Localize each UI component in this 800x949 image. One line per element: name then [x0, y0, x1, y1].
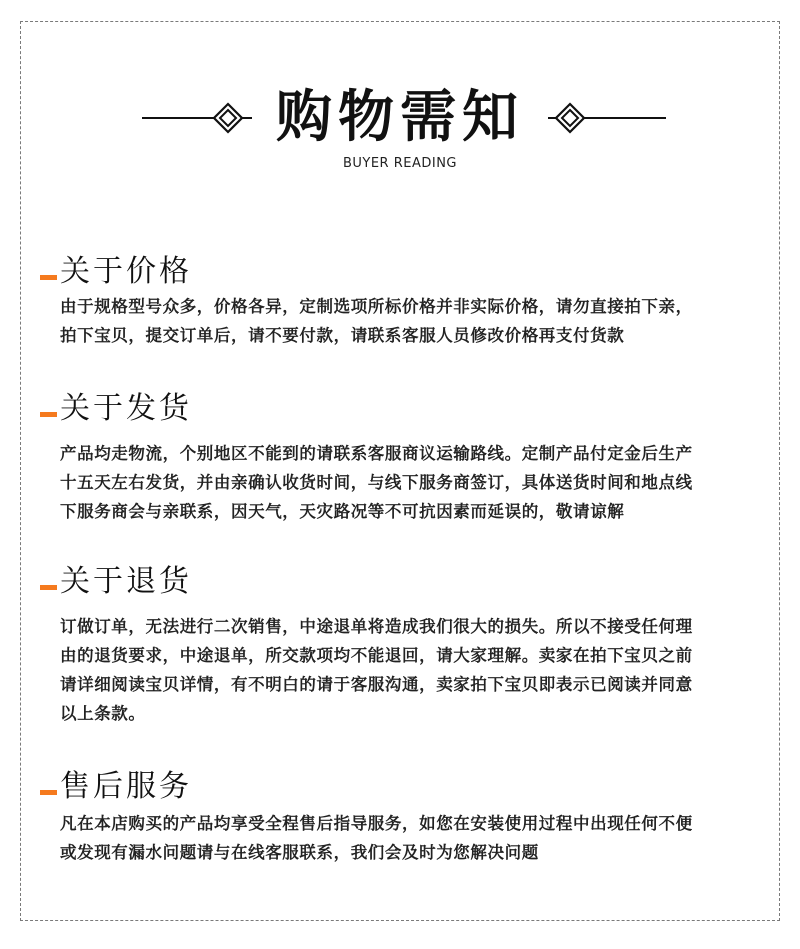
- section-body: [40, 612, 770, 728]
- body-line: 拍下宝贝，提交订单后，请不要付款，请联系客服人员修改价格再支付货款: [60, 326, 625, 345]
- body-line: 十五天左右发货，并由亲确认收货时间，与线下服务商签订，具体送货时间和地点线: [60, 473, 693, 492]
- section-heading: [40, 389, 770, 429]
- body-line: 请详细阅读宝贝详情，有不明白的请于客服沟通，卖家拍下宝贝即表示已阅读并同意: [60, 675, 693, 694]
- section-title: 关于发货: [60, 391, 192, 426]
- section-heading: [40, 767, 770, 807]
- body-line: 产品均走物流，个别地区不能到的请联系客服商议运输路线。定制产品付定金后生产: [60, 444, 693, 463]
- section-body: [40, 292, 770, 350]
- page-subtitle: BUYER READING: [342, 156, 458, 171]
- page-header: [0, 76, 800, 176]
- orange-dash-icon: [40, 585, 57, 590]
- diamond-ornament-right-icon: [548, 98, 666, 138]
- body-line: 以上条款。: [60, 704, 146, 723]
- body-line: 凡在本店购买的产品均享受全程售后指导服务，如您在安装使用过程中出现任何不便: [60, 814, 693, 833]
- orange-dash-icon: [40, 275, 57, 280]
- section-after-sales: [40, 767, 770, 867]
- section-title: 关于价格: [60, 254, 192, 289]
- body-line: 下服务商会与亲联系，因天气，天灾路况等不可抗因素而延误的，敬请谅解: [60, 502, 625, 521]
- section-body: [40, 809, 770, 867]
- body-line: 或发现有漏水问题请与在线客服联系，我们会及时为您解决问题: [60, 843, 539, 862]
- body-line: 由于规格型号众多，价格各异，定制选项所标价格并非实际价格，请勿直接拍下亲，: [60, 297, 693, 316]
- section-heading: [40, 562, 770, 602]
- section-price: [40, 252, 770, 350]
- section-shipping: [40, 389, 770, 526]
- body-line: 由的退货要求，中途退单，所交款项均不能退回，请大家理解。卖家在拍下宝贝之前: [60, 646, 693, 665]
- orange-dash-icon: [40, 790, 57, 795]
- section-returns: [40, 562, 770, 728]
- section-heading: [40, 252, 770, 292]
- section-title: 售后服务: [60, 769, 192, 804]
- orange-dash-icon: [40, 412, 57, 417]
- section-title: 关于退货: [60, 564, 192, 599]
- section-body: [40, 439, 770, 526]
- body-line: 订做订单，无法进行二次销售，中途退单将造成我们很大的损失。所以不接受任何理: [60, 617, 693, 636]
- page-title: 购物需知: [276, 85, 524, 150]
